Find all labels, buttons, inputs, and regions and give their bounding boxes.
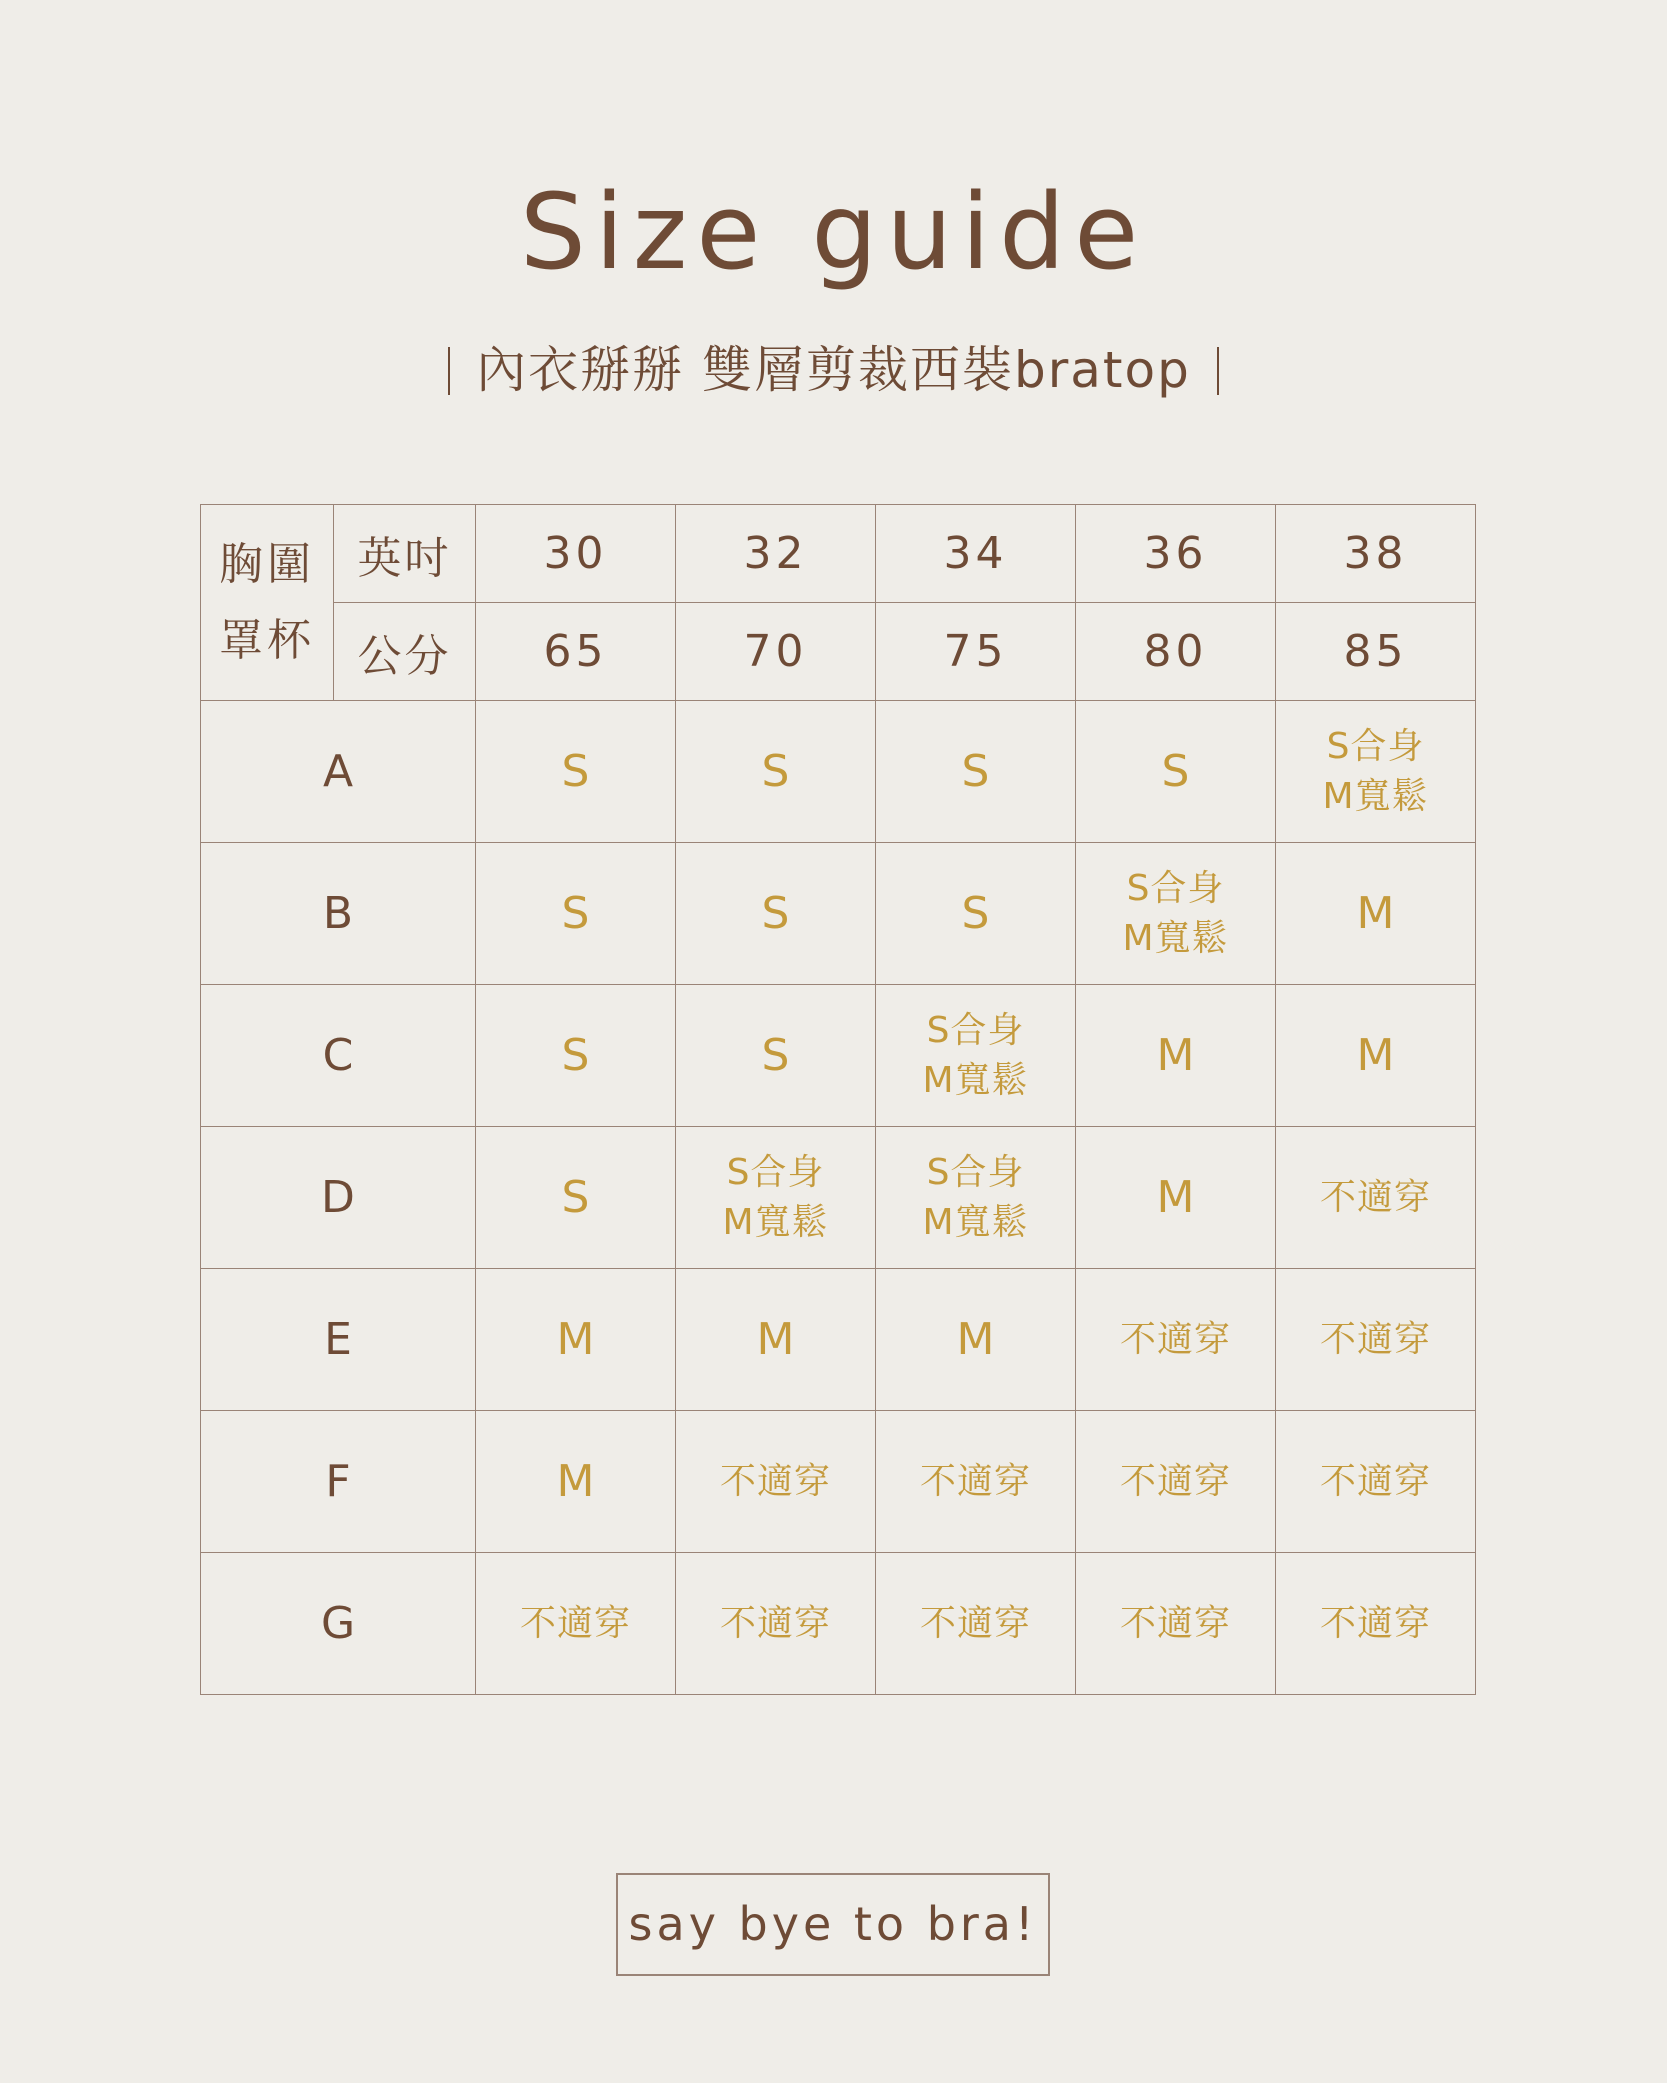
size-cell: M xyxy=(1076,1127,1276,1269)
table-row xyxy=(201,1411,1476,1553)
cup-label: F xyxy=(201,1411,476,1553)
size-cell: 不適穿 xyxy=(876,1411,1076,1553)
cup-label: B xyxy=(201,843,476,985)
inch-label: 英吋 xyxy=(334,505,476,603)
size-cell: S xyxy=(476,701,676,843)
size-cell: M xyxy=(476,1411,676,1553)
size-cell: S xyxy=(476,1127,676,1269)
size-cell: 不適穿 xyxy=(1076,1269,1276,1411)
size-cell: S xyxy=(876,843,1076,985)
size-cell: S合身 M寬鬆 xyxy=(1076,843,1276,985)
corner-label xyxy=(201,505,334,701)
cm-value: 80 xyxy=(1076,603,1276,701)
size-cell: 不適穿 xyxy=(876,1553,1076,1695)
subtitle xyxy=(0,335,1667,405)
size-cell: M xyxy=(676,1269,876,1411)
size-cell: 不適穿 xyxy=(1276,1411,1476,1553)
size-cell: 不適穿 xyxy=(1276,1553,1476,1695)
table-row xyxy=(201,1269,1476,1411)
table-row xyxy=(201,701,1476,843)
inch-value: 36 xyxy=(1076,505,1276,603)
inch-value: 38 xyxy=(1276,505,1476,603)
size-cell: S合身 M寬鬆 xyxy=(876,985,1076,1127)
size-table xyxy=(200,504,1476,1695)
cm-value: 75 xyxy=(876,603,1076,701)
size-cell: M xyxy=(876,1269,1076,1411)
cup-label: D xyxy=(201,1127,476,1269)
corner-label-line2: 罩杯 xyxy=(219,614,315,666)
cm-value: 85 xyxy=(1276,603,1476,701)
cm-value: 70 xyxy=(676,603,876,701)
size-cell: S xyxy=(676,701,876,843)
cm-label: 公分 xyxy=(334,603,476,701)
cup-label: C xyxy=(201,985,476,1127)
cup-label: G xyxy=(201,1553,476,1695)
size-cell: S xyxy=(476,985,676,1127)
size-cell: 不適穿 xyxy=(476,1553,676,1695)
inch-value: 30 xyxy=(476,505,676,603)
size-cell: M xyxy=(1276,843,1476,985)
header-row-inches xyxy=(201,505,1476,603)
size-cell: S合身 M寬鬆 xyxy=(676,1127,876,1269)
inch-value: 32 xyxy=(676,505,876,603)
size-cell: M xyxy=(476,1269,676,1411)
size-cell: S合身 M寬鬆 xyxy=(876,1127,1076,1269)
size-cell: 不適穿 xyxy=(676,1411,876,1553)
inch-value: 34 xyxy=(876,505,1076,603)
size-cell: M xyxy=(1076,985,1276,1127)
size-cell: 不適穿 xyxy=(676,1553,876,1695)
cup-label: E xyxy=(201,1269,476,1411)
size-cell: S xyxy=(876,701,1076,843)
size-cell: M xyxy=(1276,985,1476,1127)
cm-value: 65 xyxy=(476,603,676,701)
table-row xyxy=(201,985,1476,1127)
size-cell: S合身 M寬鬆 xyxy=(1276,701,1476,843)
size-cell: S xyxy=(1076,701,1276,843)
corner-label-line1: 胸圍 xyxy=(219,538,315,590)
table-row xyxy=(201,843,1476,985)
page-title: Size guide xyxy=(519,171,1148,293)
cup-label: A xyxy=(201,701,476,843)
subtitle-left-divider xyxy=(448,347,450,395)
size-cell: S xyxy=(676,985,876,1127)
subtitle-right-divider xyxy=(1217,347,1219,395)
size-cell: 不適穿 xyxy=(1076,1553,1276,1695)
subtitle-text: 內衣掰掰 雙層剪裁西裝bratop xyxy=(476,341,1191,399)
size-cell: 不適穿 xyxy=(1076,1411,1276,1553)
table-row xyxy=(201,1553,1476,1695)
size-cell: 不適穿 xyxy=(1276,1127,1476,1269)
size-cell: S xyxy=(676,843,876,985)
header-row-cm xyxy=(201,603,1476,701)
table-row xyxy=(201,1127,1476,1269)
size-cell: 不適穿 xyxy=(1276,1269,1476,1411)
size-cell: S xyxy=(476,843,676,985)
say-bye-button[interactable]: say bye to bra! xyxy=(616,1873,1050,1976)
